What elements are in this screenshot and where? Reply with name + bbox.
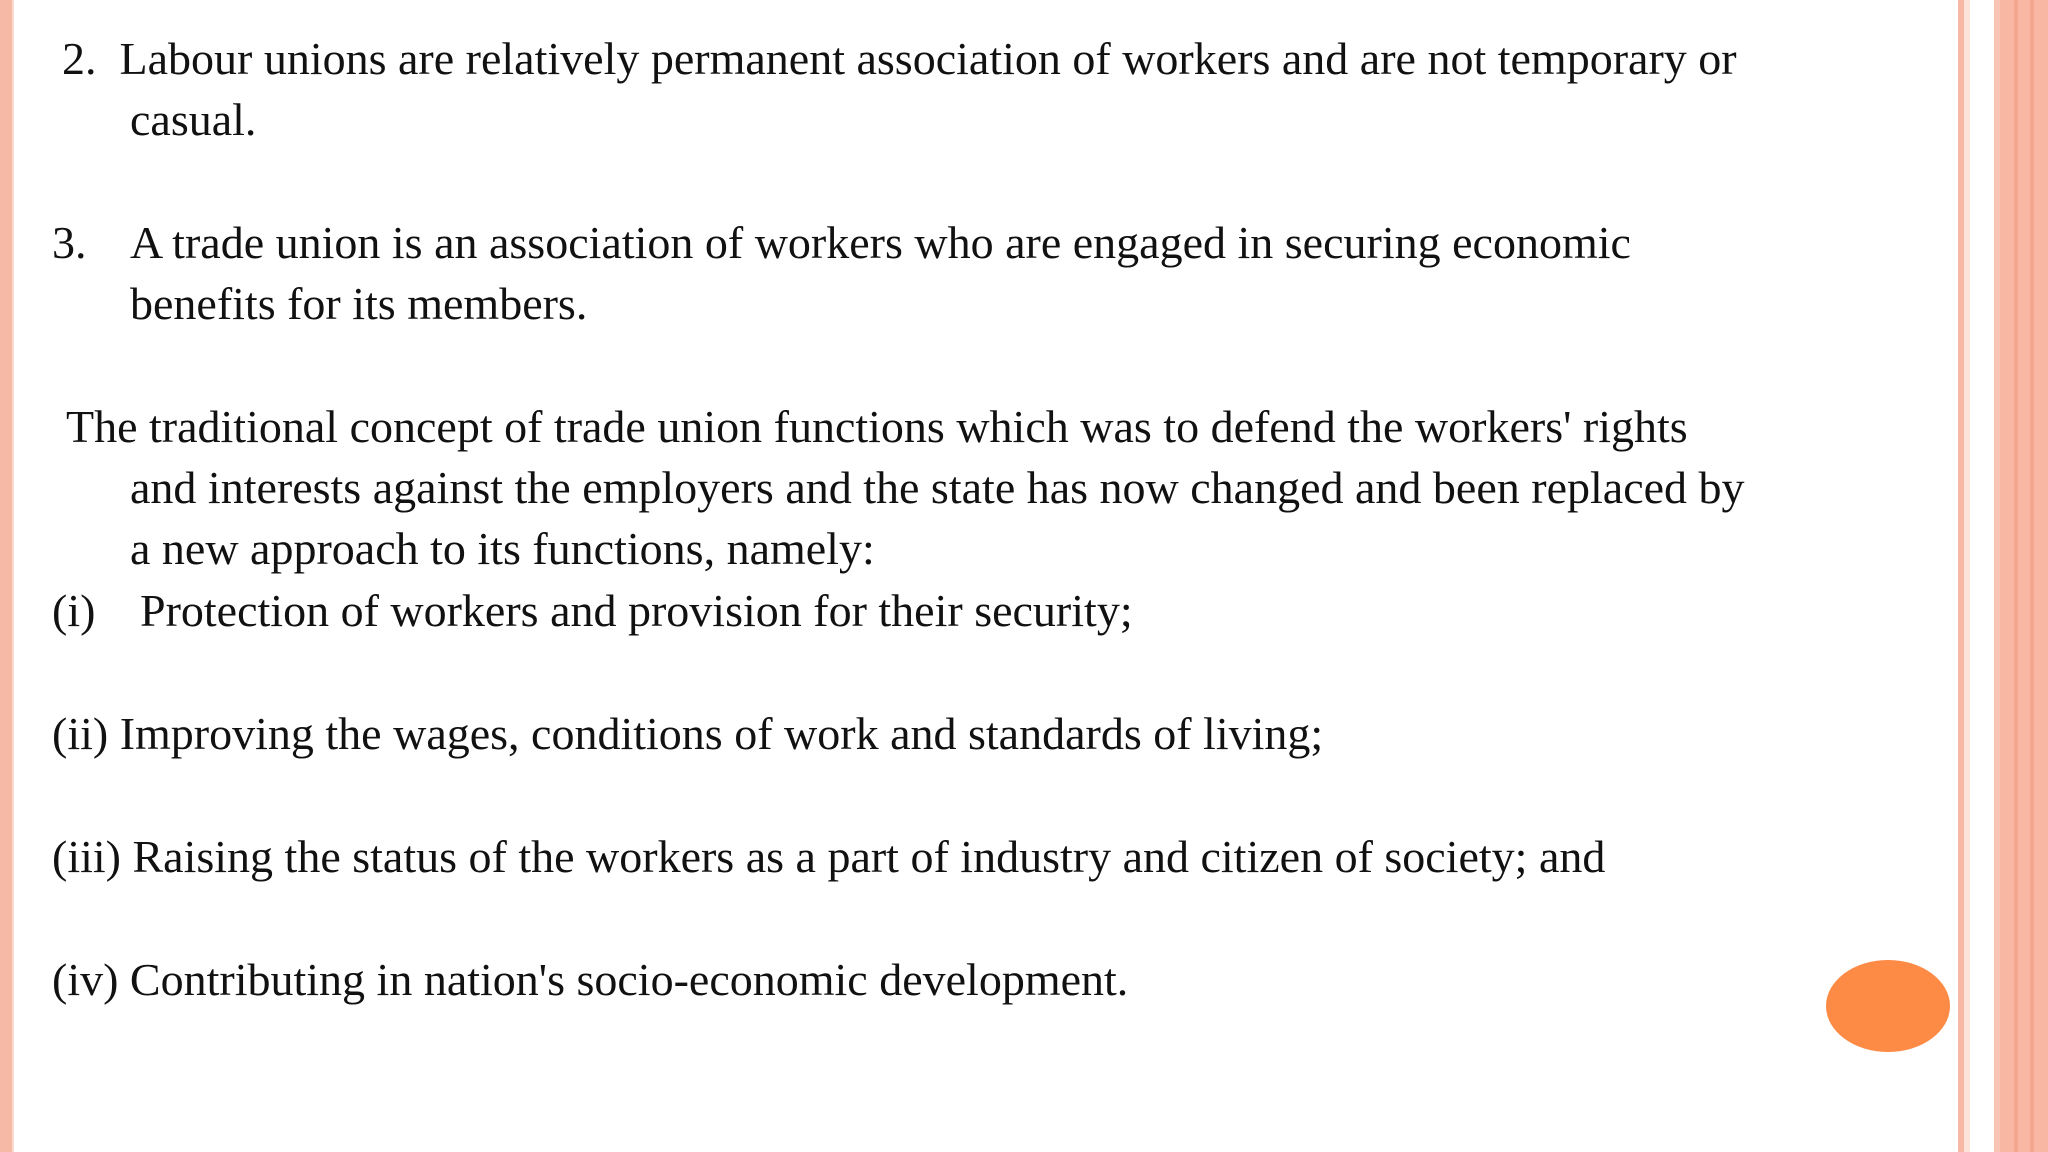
- function-text: Protection of workers and provision for their security;: [140, 585, 1133, 636]
- point-3-line-1: [52, 212, 1631, 273]
- function-item-1: [52, 580, 1133, 641]
- function-item-4: [52, 949, 1128, 1010]
- stripe: [2030, 0, 2034, 1152]
- function-text: Improving the wages, conditions of work and standards of living;: [119, 708, 1324, 759]
- right-stripe-decoration: [1958, 0, 2048, 1152]
- paragraph-line-3: a new approach to its functions, namely:: [130, 523, 875, 574]
- point-2-line-2: casual.: [130, 94, 257, 145]
- function-text: Contributing in nation's socio-economic development.: [129, 954, 1129, 1005]
- left-border-decoration: [0, 0, 12, 1152]
- point-2-line-1: [62, 28, 1737, 89]
- function-item-2: [52, 703, 1323, 764]
- stripe: [2000, 0, 2048, 1152]
- function-marker: (iii): [52, 831, 121, 882]
- point-text: A trade union is an association of workers who are engaged in securing economic: [130, 217, 1631, 268]
- stripe: [1970, 0, 1994, 1152]
- function-marker: (i): [52, 585, 96, 636]
- function-item-3: [52, 826, 1605, 887]
- function-marker: (iv): [52, 954, 119, 1005]
- paragraph-line-1: The traditional concept of trade union functions which was to defend the workers' rights: [66, 401, 1688, 452]
- stripe: [2014, 0, 2018, 1152]
- point-number: 3.: [52, 217, 87, 268]
- function-text: Raising the status of the workers as a part of industry and citizen of society; and: [132, 831, 1606, 882]
- point-number: 2.: [62, 33, 97, 84]
- orange-circle-decoration: [1826, 960, 1950, 1052]
- point-text: Labour unions are relatively permanent association of workers and are not temporary or: [119, 33, 1737, 84]
- paragraph-line-2: and interests against the employers and the state has now changed and been replaced by: [130, 462, 1745, 513]
- point-3-line-2: benefits for its members.: [130, 278, 588, 329]
- function-marker: (ii): [52, 708, 109, 759]
